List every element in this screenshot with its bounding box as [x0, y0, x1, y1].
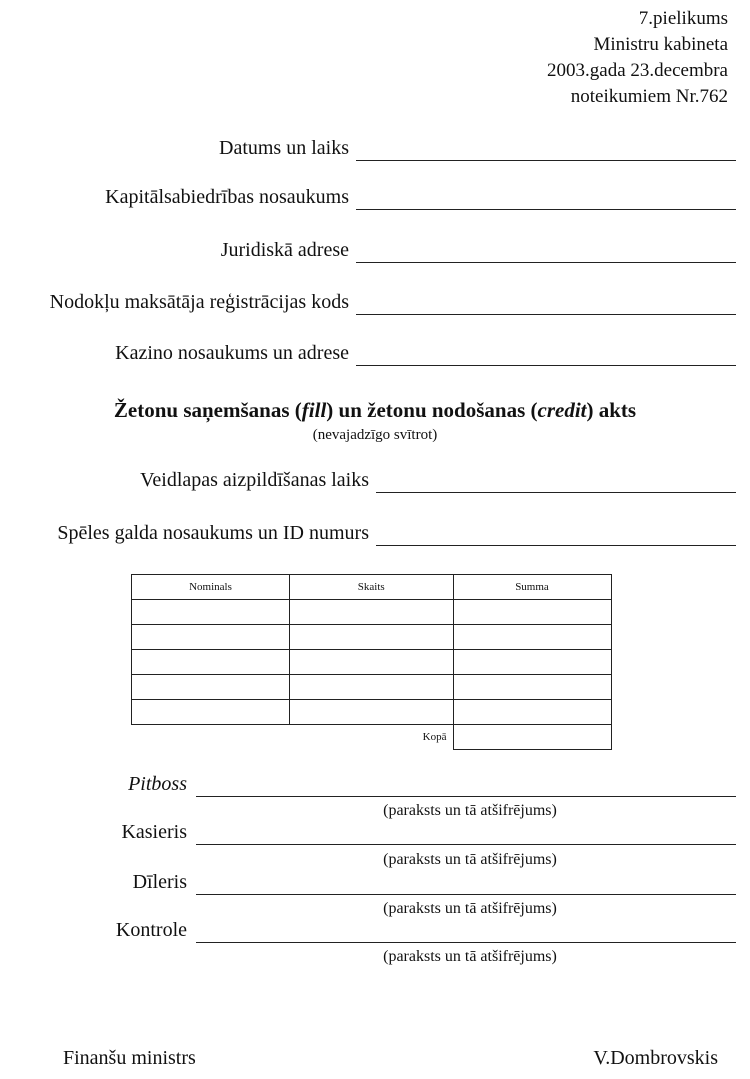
signature-control [0, 918, 750, 946]
regulation-date: 2003.gada 23.decembra [547, 60, 728, 81]
table-row [132, 650, 612, 675]
table-header-row [132, 575, 612, 600]
table-cell[interactable] [453, 700, 611, 725]
field-label: Kapitālsabiedrības nosaukums [105, 186, 349, 208]
signature-label: Kontrole [115, 919, 187, 941]
field-label: Spēles galda nosaukums un ID numurs [57, 522, 369, 544]
signature-caption: (paraksts un tā atšifrējums) [383, 900, 557, 917]
table-cell[interactable] [290, 600, 454, 625]
blank-line[interactable] [356, 209, 736, 210]
table-cell[interactable] [453, 675, 611, 700]
signature-line[interactable] [196, 796, 736, 797]
table-cell[interactable] [132, 700, 290, 725]
field-casino-name-address [0, 341, 750, 371]
table-cell[interactable] [290, 675, 454, 700]
field-table-name-id [0, 521, 750, 551]
title-note: (nevajadzīgo svītrot) [312, 427, 438, 443]
minister-name: V.Dombrovskis [593, 1047, 718, 1069]
chips-table [131, 574, 612, 750]
table-cell[interactable] [453, 625, 611, 650]
title-credit-term: credit [537, 398, 587, 422]
signature-caption: (paraksts un tā atšifrējums) [383, 948, 557, 965]
signature-pitboss [0, 772, 750, 800]
column-header-denomination: Nominals [132, 575, 290, 600]
table-cell[interactable] [132, 650, 290, 675]
table-cell[interactable] [453, 600, 611, 625]
regulation-number: noteikumiem Nr.762 [570, 86, 728, 107]
table-row [132, 675, 612, 700]
document-header [547, 6, 728, 110]
field-label: Kazino nosaukums un adrese [115, 342, 349, 364]
table-cell[interactable] [290, 625, 454, 650]
title-text: ) un žetonu nodošanas ( [326, 398, 538, 422]
signature-line[interactable] [196, 942, 736, 943]
annex-number: 7.pielikums [638, 8, 728, 29]
signature-label: Kasieris [121, 821, 187, 843]
minister-title: Finanšu ministrs [63, 1047, 196, 1069]
blank-line[interactable] [376, 545, 736, 546]
blank-line[interactable] [356, 160, 736, 161]
signature-cashier [0, 820, 750, 848]
field-label: Datums un laiks [219, 137, 349, 159]
field-label: Nodokļu maksātāja reģistrācijas kods [49, 291, 349, 313]
signature-dealer [0, 870, 750, 898]
total-label: Kopā [422, 731, 447, 744]
title-text: ) akts [586, 398, 637, 422]
issuer: Ministru kabineta [593, 34, 728, 55]
title-text: Žetonu saņemšanas ( [113, 398, 302, 422]
title-fill-term: fill [301, 398, 327, 422]
blank-line[interactable] [356, 365, 736, 366]
field-date-time [0, 136, 750, 166]
column-header-sum: Summa [453, 575, 611, 600]
total-row [132, 725, 612, 750]
table-row [132, 625, 612, 650]
signature-label: Dīleris [132, 871, 187, 893]
table-cell[interactable] [453, 650, 611, 675]
field-legal-address [0, 238, 750, 268]
table-cell[interactable] [290, 700, 454, 725]
document-title [0, 398, 750, 423]
table-row [132, 600, 612, 625]
signature-caption: (paraksts un tā atšifrējums) [383, 802, 557, 819]
field-label: Juridiskā adrese [220, 239, 349, 261]
blank-line[interactable] [356, 314, 736, 315]
blank-line[interactable] [376, 492, 736, 493]
table-cell[interactable] [290, 650, 454, 675]
field-form-time [0, 468, 750, 498]
table-cell[interactable] [132, 675, 290, 700]
signature-line[interactable] [196, 844, 736, 845]
blank-line[interactable] [356, 262, 736, 263]
field-label: Veidlapas aizpildīšanas laiks [140, 469, 369, 491]
total-cell[interactable] [453, 725, 611, 750]
column-header-count: Skaits [290, 575, 454, 600]
table-row [132, 700, 612, 725]
field-company-name [0, 185, 750, 215]
signature-caption: (paraksts un tā atšifrējums) [383, 851, 557, 868]
signature-label: Pitboss [128, 773, 187, 795]
field-tax-code [0, 290, 750, 320]
empty-cell [132, 725, 290, 750]
table-cell[interactable] [132, 600, 290, 625]
signature-line[interactable] [196, 894, 736, 895]
table-cell[interactable] [132, 625, 290, 650]
